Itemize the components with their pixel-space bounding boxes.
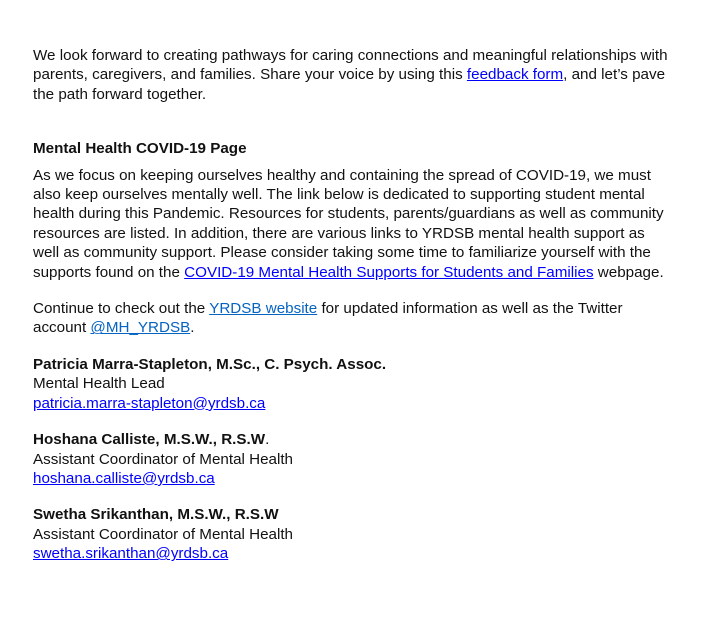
contact-title: Mental Health Lead [33,375,165,393]
contact-name-text: Patricia Marra-Stapleton, M.Sc., C. Psych. Assoc. [33,355,387,373]
continue-text-after: . [190,319,195,337]
covid-section-paragraph [33,166,673,282]
contact-title: Assistant Coordinator of Mental Health [33,450,294,468]
contact-name-text: Swetha Srikanthan, M.S.W., R.S.W [33,506,279,524]
intro-text-after: , and let’s pave the path forward together. [33,66,666,103]
contact-email-link[interactable]: swetha.srikanthan@yrdsb.ca [33,545,229,563]
yrdsb-website-link[interactable]: YRDSB website [209,300,318,318]
contact-name [33,505,673,524]
intro-text-before: We look forward to creating pathways for caring connections and meaningful relationships with parents, caregivers, and families. Share your voice by using this [33,47,668,84]
covid-section-heading: Mental Health COVID-19 Page [33,140,247,158]
continue-text-before: Continue to check out the [33,300,210,318]
contact-name [33,430,673,449]
covid-supports-link[interactable]: COVID-19 Mental Health Supports for Students and Families [184,263,594,281]
covid-body-before: As we focus on keeping ourselves healthy and containing the spread of COVID-19, we must also keep ourselves mentally well. The link below is dedicated to supporting student mental health during this Pandemic. Resources for students, parents/guardians as well as community resources are listed. In addition, there are various links to YRDSB mental health support as well as community support. Please consider taking some time to familiarize yourself with the supports found on the [33,166,664,281]
twitter-account-link[interactable]: @MH_YRDSB [90,319,191,337]
continue-text-middle: for updated information as well as the Twitter account [33,300,623,337]
intro-paragraph [33,46,673,104]
document-page [33,46,673,581]
feedback-form-link[interactable]: feedback form [466,66,564,84]
contact-email-link[interactable]: patricia.marra-stapleton@yrdsb.ca [33,394,266,412]
covid-body-after: webpage. [593,263,664,281]
contact-name [33,355,673,374]
contact-title: Assistant Coordinator of Mental Health [33,525,294,543]
contact-card [33,355,673,413]
contact-email-link[interactable]: hoshana.calliste@yrdsb.ca [33,469,215,487]
contact-card [33,505,673,563]
contact-card [33,430,673,488]
contact-name-text: Hoshana Calliste, M.S.W., R.S.W [33,431,266,449]
continue-paragraph [33,299,673,338]
contact-name-tail: . [265,431,270,449]
